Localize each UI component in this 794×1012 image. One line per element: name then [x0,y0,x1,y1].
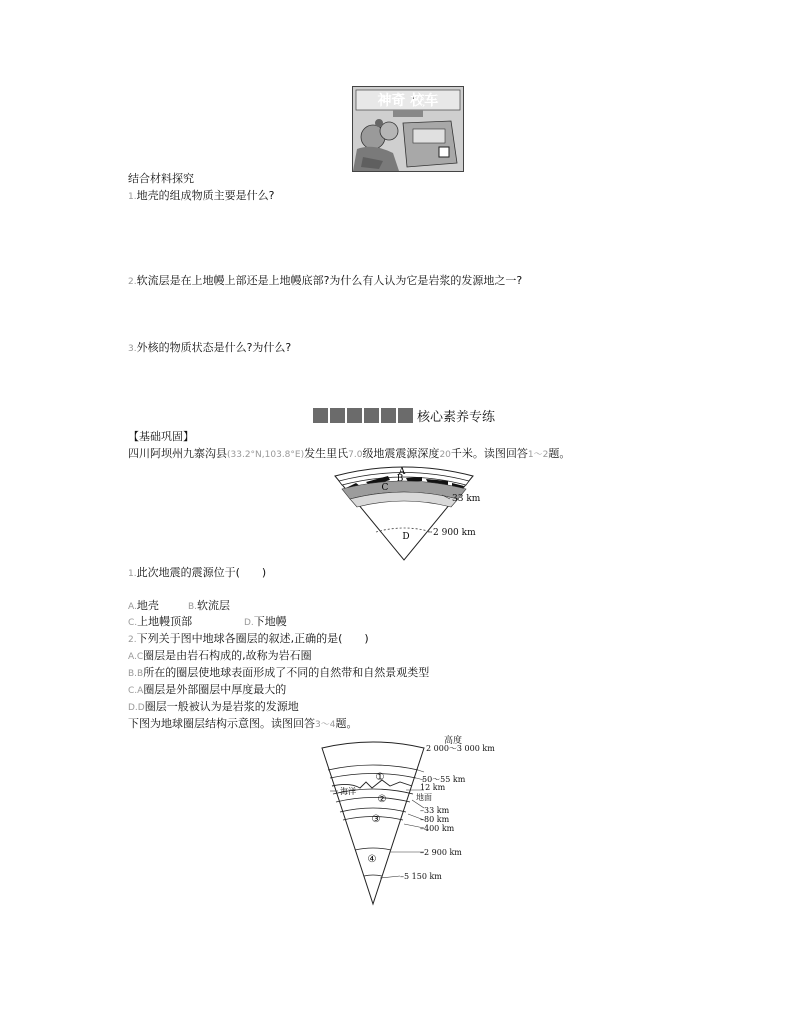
intro-magnitude: 7.0 [348,450,363,460]
option-text: 圈层是由岩石构成的,故称为岩石圈 [143,649,312,662]
banner-block [398,408,413,423]
label-a: A [398,467,406,477]
intro-text: 千米。读图回答 [450,447,528,460]
option-key: B.B [128,669,144,679]
earth-sphere-figure [300,728,510,910]
depth-label-33: –33 km [420,806,450,815]
depth-value: 80 km [424,815,450,824]
depth-label-5150: –5 150 km [400,872,442,881]
intro-range: 3～4 [315,720,336,730]
ocean-label: 海洋 [340,787,356,796]
label-d: D [402,532,410,542]
intro-text: 四川阿坝州九寨沟县 [128,447,227,460]
depth-label-400: –400 km [420,824,455,833]
option-text: 下地幔 [253,615,287,628]
depth-label-80: –80 km [420,815,450,824]
circle-label-3: ③ [371,814,381,825]
option-text: 圈层是外部圈层中厚度最大的 [143,683,287,696]
question-text: 下列关于图中地球各圈层的叙述,正确的是( ) [136,632,369,645]
option-key: B. [188,602,198,612]
option-text: 软流层 [197,599,231,612]
depth-label-33: 33 km [452,494,481,504]
section-banner [313,405,495,425]
option-text: 地壳 [136,599,159,612]
intro-text: 级地震震源深度 [362,447,440,460]
depth-value: 400 km [424,824,455,833]
question-1-option-a[interactable] [128,599,159,614]
earth-sector-figure [330,462,480,562]
depth-value: 33 km [424,806,450,815]
question-text: 地壳的组成物质主要是什么? [136,189,275,202]
option-text: 所在的圈层使地球表面形成了不同的自然带和自然景观类型 [143,666,430,679]
intro-coords: (33.2°N,103.8°E) [227,450,305,460]
question-number: 1. [128,569,137,579]
depth-label-2900: –2 900 km [420,848,462,857]
banner-block [381,408,396,423]
depth-label-2900: 2 900 km [433,528,476,538]
question-1-stem [128,566,266,581]
intro-text: 题。 [548,447,571,460]
option-text: 圈层一般被认为是岩浆的发源地 [144,700,299,713]
depth-label-50: 50～55 km [422,775,466,784]
label-b: B [396,474,404,484]
question-2-option-a[interactable] [128,649,312,664]
option-key: C. [128,618,138,628]
banner-block [347,408,362,423]
question-text: 软流层是在上地幔上部还是上地幔底部?为什么有人认为它是岩浆的发源地之一? [136,274,523,287]
banner-block [313,408,328,423]
banner-title: 核心素养专练 [417,409,496,425]
explore-question-1 [128,189,274,204]
option-key: A. [128,602,137,612]
height-label: 高度 [444,736,463,746]
question-2-stem [128,632,369,647]
option-text: 上地幔顶部 [137,615,193,628]
intro-range: 1～2 [527,450,549,460]
depth-value: 2 900 km [424,848,462,857]
basic-heading: 【基础巩固】 [128,430,194,443]
question-2-option-c[interactable] [128,683,286,698]
circle-label-2: ② [377,794,387,805]
explore-heading: 结合材料探究 [128,172,194,185]
question-1-option-d[interactable] [244,615,287,630]
label-c: C [381,483,389,493]
comic-art [353,87,463,171]
comic-illustration [352,86,464,172]
intro-text: 题。 [335,717,358,730]
depth-label-12: 12 km [420,783,446,792]
question-text: 此次地震的震源位于( ) [136,566,267,579]
question-number: 1. [128,192,137,202]
question-text: 外核的物质状态是什么?为什么? [136,341,292,354]
question-2-option-b[interactable] [128,666,429,681]
option-key: D.D [128,703,145,713]
intro-text: 发生里氏 [304,447,349,460]
banner-block [330,408,345,423]
question-2-option-d[interactable] [128,700,299,715]
option-key: A.C [128,652,144,662]
intro-depth: 20 [439,450,451,460]
question-1-option-b[interactable] [188,599,230,614]
basic-intro [128,447,570,462]
ground-label: 地面 [416,793,432,802]
explore-question-3 [128,341,291,356]
option-key: D. [244,618,254,628]
circle-label-4: ④ [367,854,377,865]
question-number: 3. [128,344,137,354]
explore-question-2 [128,274,522,289]
option-key: C.A [128,686,144,696]
question-1-option-c[interactable] [128,615,192,630]
question-number: 2. [128,635,137,645]
circle-label-1: ① [375,772,385,783]
depth-value: 5 150 km [404,872,442,881]
depth-label-top: 2 000～3 000 km [426,744,495,753]
banner-block [364,408,379,423]
comic-title: 神奇 校车 [377,93,439,109]
intro-text: 下图为地球圈层结构示意图。读图回答 [128,717,315,730]
question-number: 2. [128,277,137,287]
